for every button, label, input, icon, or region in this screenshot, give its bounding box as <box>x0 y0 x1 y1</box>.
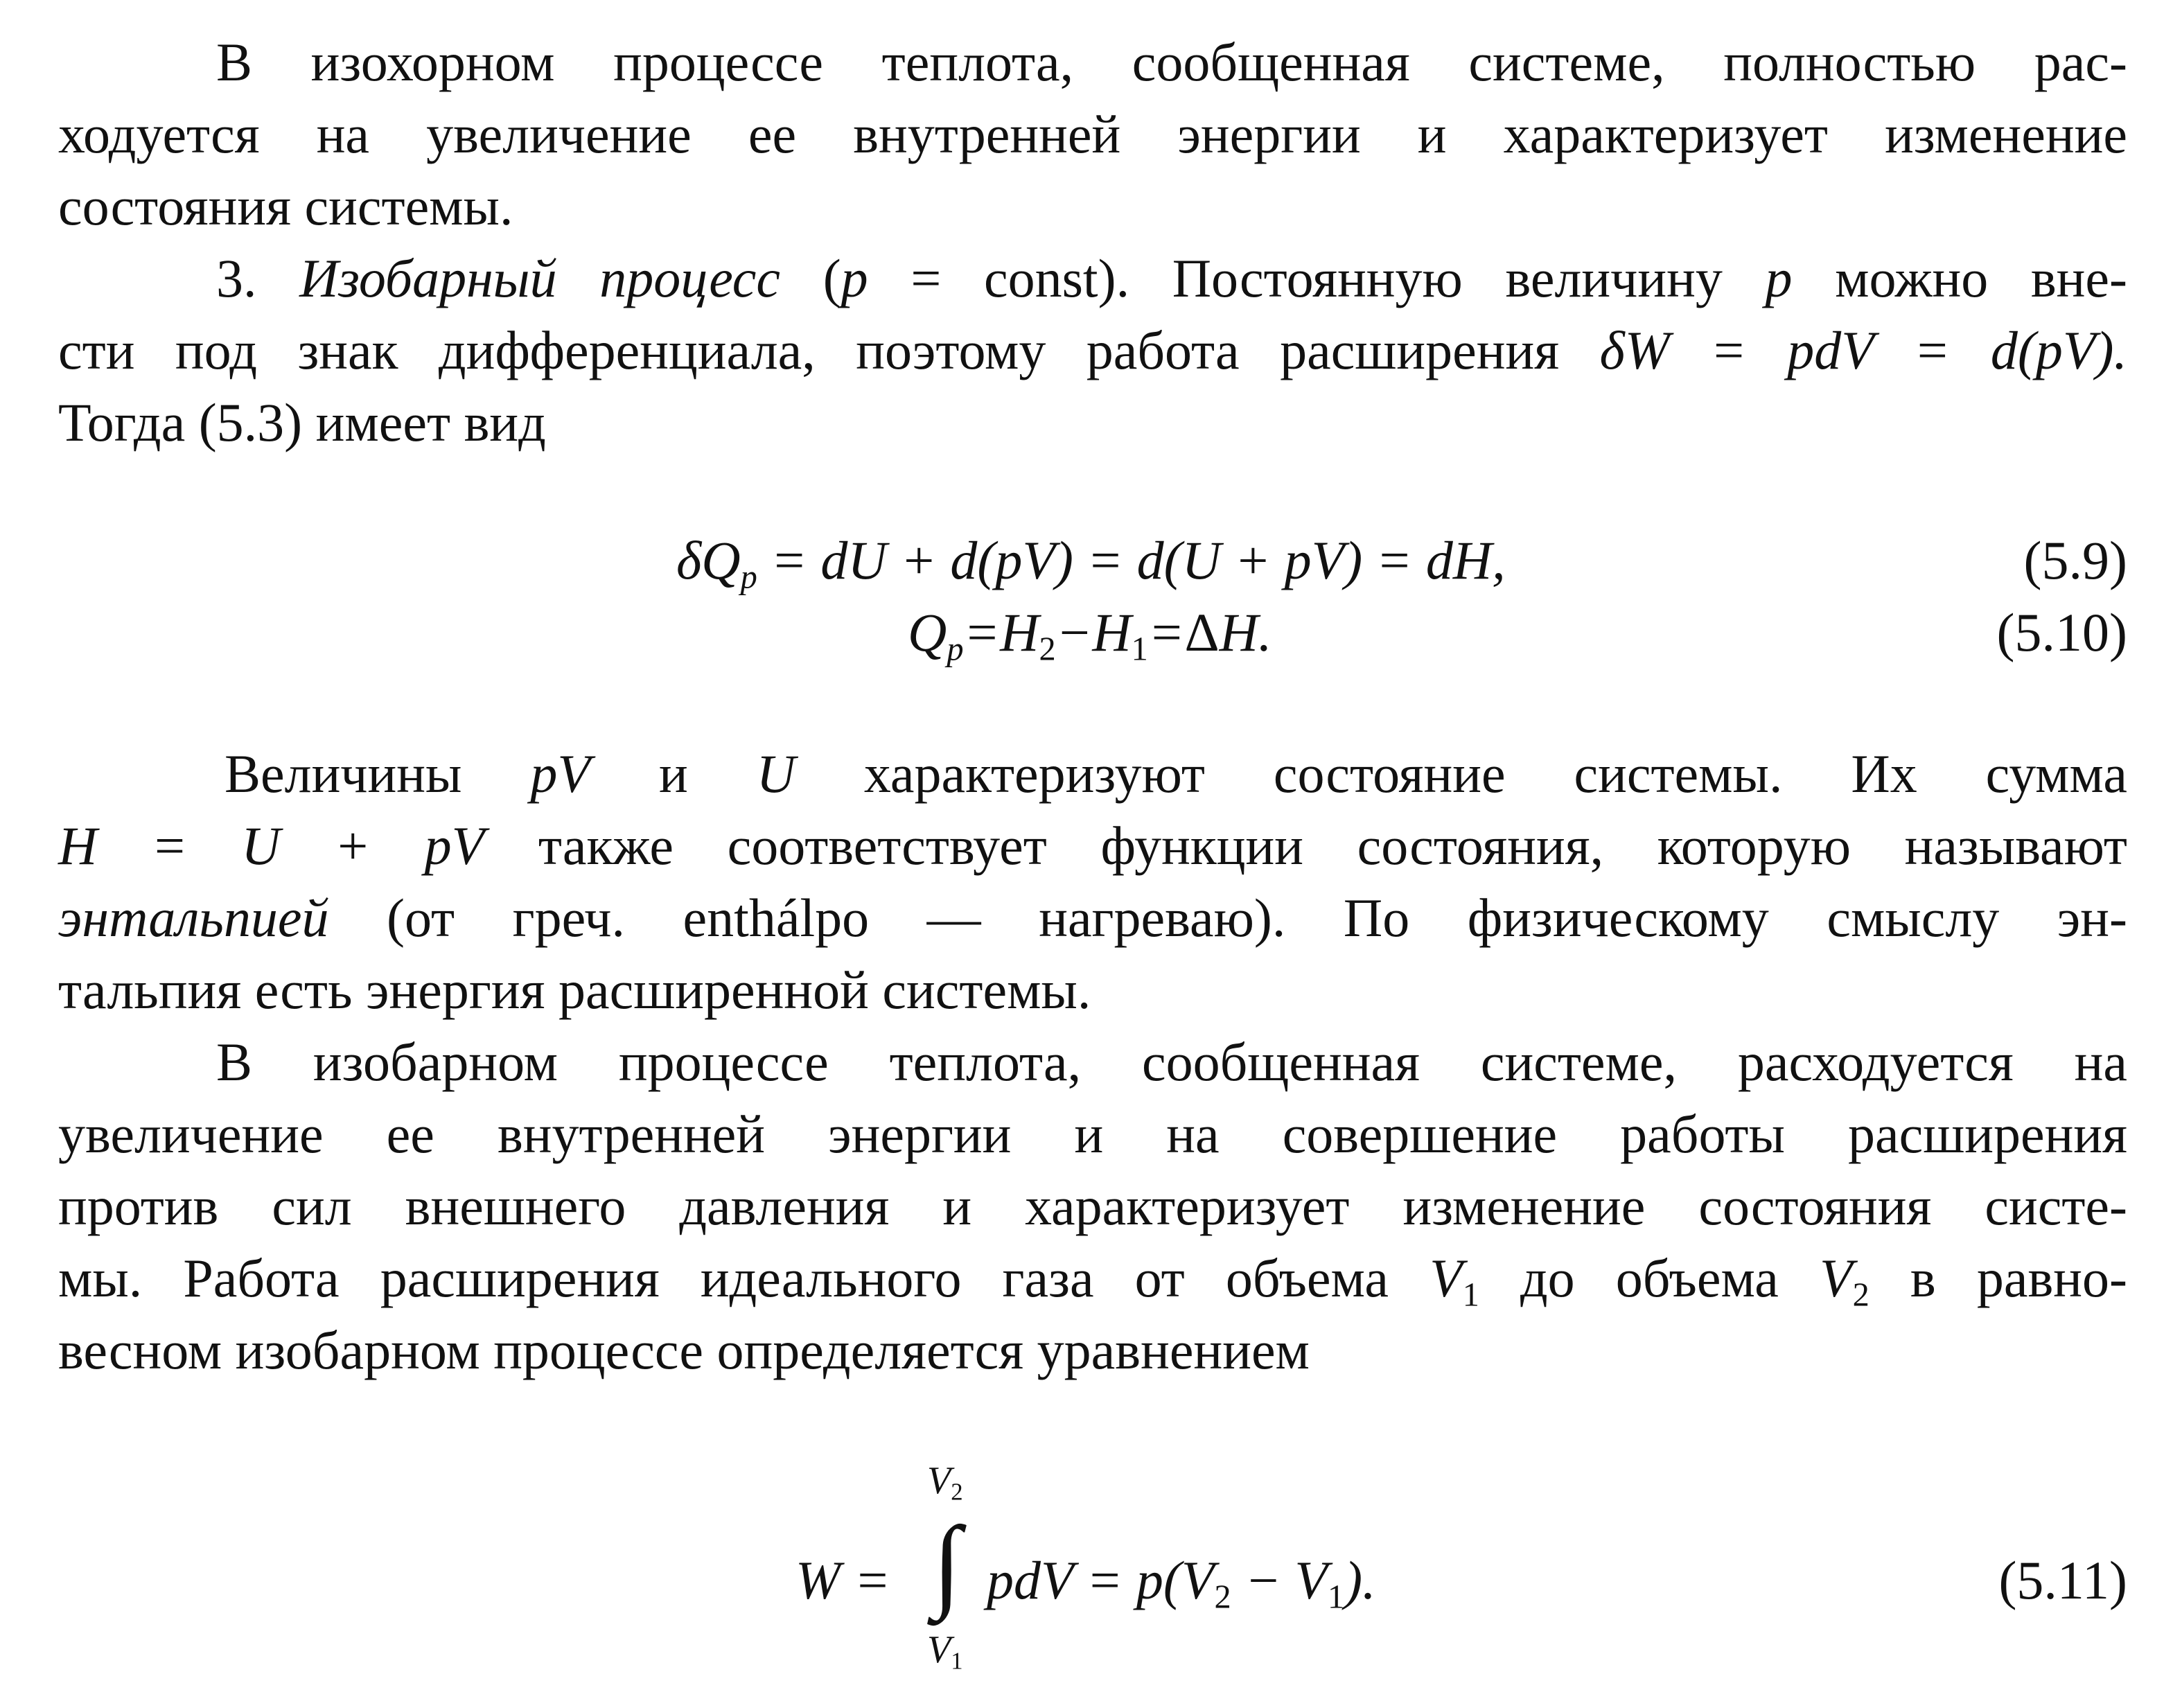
text-line: Тогда (5.3) имеет вид <box>58 392 546 452</box>
text-run: (от греч. enthálpo — нагреваю). По физическому смыслу эн- <box>328 888 2127 948</box>
paren: ( <box>822 248 841 308</box>
document-page <box>58 26 2128 1675</box>
text-run: характеризуют состояние системы. Их сумма <box>795 743 2127 804</box>
equation-5-9 <box>58 525 2127 597</box>
integral-lower-limit: $V_1$ <box>927 1628 963 1675</box>
text-line: ходуется на увеличение ее внутренней энергии и характеризует изменение <box>58 104 2127 164</box>
equation-number: (5.11) <box>1998 1550 2127 1610</box>
inline-formula-work: δW = pdV = d(pV). <box>1599 320 2127 380</box>
text-run: также соответствует функции состояния, которую называют <box>484 816 2128 876</box>
equation-formula: $\delta Q_p$ = dU + d(pV) = d(U + pV) = dH, <box>676 530 1506 596</box>
paragraph-isobaric-work <box>58 1026 2127 1386</box>
text-line <box>58 1242 2127 1314</box>
equation-rhs: pdV = $p(V_2 - V_1)$. <box>987 1550 1376 1616</box>
text-line: увеличение ее внутренней энергии и на совершение работы расширения <box>58 1104 2127 1164</box>
text-line <box>58 738 2127 810</box>
inline-formula-enthalpy: H = U + pV <box>58 816 485 876</box>
text-line: против сил внешнего давления и характеризует изменение состояния систе- <box>58 1176 2127 1236</box>
text-line <box>58 882 2127 954</box>
text-line: В изохорном процессе теплота, сообщенная системе, полностью рас- <box>216 32 2127 92</box>
var-pV: pV <box>530 743 591 804</box>
var-V2: $V_2$ <box>1820 1248 1869 1314</box>
text-run: можно вне- <box>1792 248 2128 308</box>
text-run: до объема <box>1479 1248 1820 1308</box>
equation-5-10 <box>58 597 2127 669</box>
var-p: p <box>1765 248 1793 308</box>
var-V1: $V_1$ <box>1429 1248 1479 1314</box>
var-U: U <box>756 743 795 804</box>
paragraph-isobaric-intro <box>58 243 2127 459</box>
text-line <box>58 243 2127 315</box>
equation-5-11 <box>58 1459 2127 1675</box>
integral-sign: ∫ <box>933 1506 962 1621</box>
const-text: = const). <box>868 248 1130 308</box>
integral-upper-limit: $V_2$ <box>927 1459 963 1506</box>
equation-formula: $Q_p=H_2-H_1=\Delta H$. <box>908 602 1272 668</box>
text-run: и <box>590 743 757 804</box>
equation-number: (5.10) <box>1996 602 2127 662</box>
text-line: весном изобарном процессе определяется уравнением <box>58 1320 1310 1380</box>
term-enthalpy: энтальпией <box>58 888 329 948</box>
text-line <box>58 315 2127 387</box>
equation-number: (5.9) <box>2023 530 2127 590</box>
text-run: Постоянную величину <box>1129 248 1766 308</box>
term-isobaric-process: Изобарный процесс <box>299 248 781 308</box>
item-number: 3. <box>216 248 257 308</box>
var-p: p <box>841 248 868 308</box>
text-run: в равно- <box>1869 1248 2128 1308</box>
text-run: мы. Работа расширения идеального газа от объема <box>58 1248 1430 1308</box>
text-line: В изобарном процессе теплота, сообщенная системе, расходуется на <box>216 1032 2127 1092</box>
equation-lhs: W = <box>795 1550 891 1610</box>
text-run: Величины <box>225 743 531 804</box>
paragraph-isochoric <box>58 26 2127 243</box>
equation-block-5-9-5-10 <box>58 525 2127 669</box>
text-line: состояния системы. <box>58 176 513 236</box>
text-run: сти под знак дифференциала, поэтому работа расширения <box>58 320 1600 380</box>
text-line: тальпия есть энергия расширенной системы. <box>58 960 1091 1020</box>
paragraph-enthalpy <box>58 738 2127 1026</box>
text-line <box>58 810 2127 882</box>
